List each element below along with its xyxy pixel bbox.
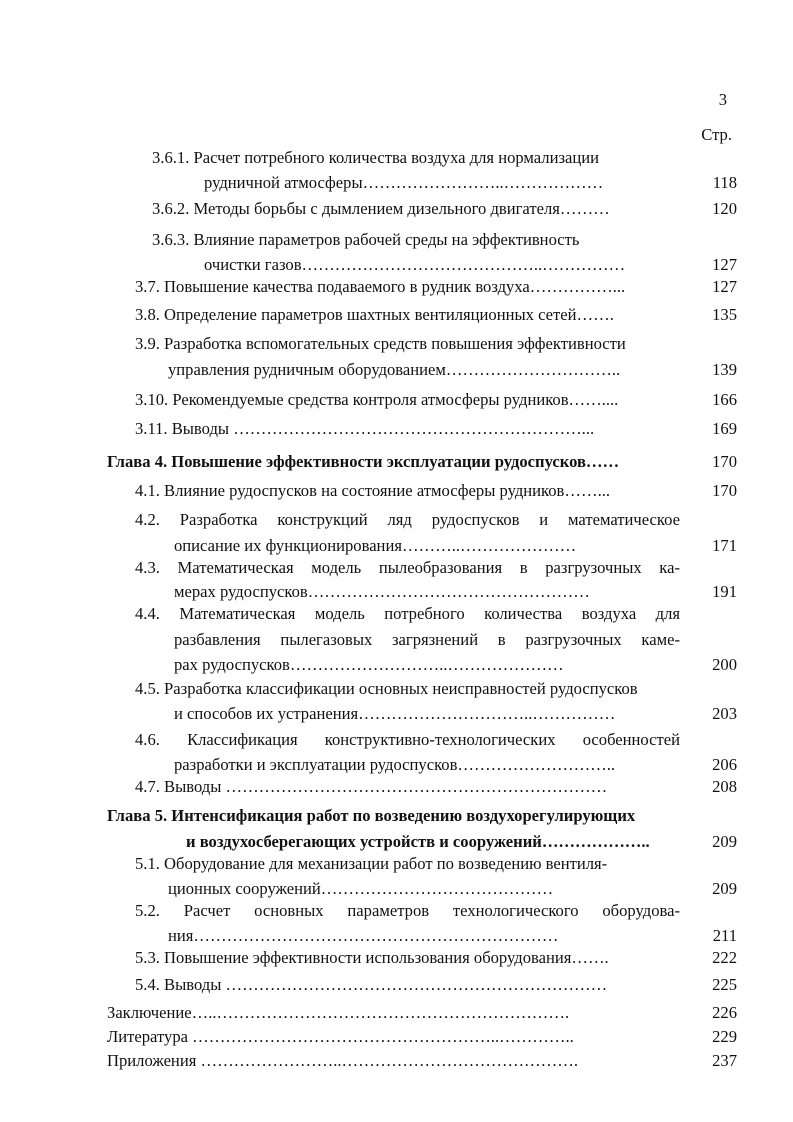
toc-page-number: 139 <box>712 360 737 379</box>
toc-entry-line: управления рудничным оборудованием………………………….. <box>168 360 621 379</box>
toc-entry-line: и способов их устранения…………………………..…………… <box>174 704 616 723</box>
toc-entry-line: 4.6. Классификация конструктивно-технологических особенностей <box>135 730 680 749</box>
toc-page-number: 118 <box>712 173 737 192</box>
toc-page-number: 191 <box>712 582 737 601</box>
toc-page-number: 169 <box>712 419 737 438</box>
toc-entry-line: 5.4. Выводы …………………………………………………………… <box>135 975 608 994</box>
toc-entry-line: 3.10. Рекомендуемые средства контроля атмосферы рудников…….... <box>135 390 619 409</box>
toc-entry-line: Приложения ……………………..……………………………………. <box>107 1051 578 1070</box>
toc-page-number: 211 <box>712 926 737 945</box>
toc-entry-line: рудничной атмосферы……………………..……………… <box>204 173 604 192</box>
toc-page-number: 170 <box>712 481 737 500</box>
toc-entry-line: 3.7. Повышение качества подаваемого в рудник воздуха……………... <box>135 277 626 296</box>
toc-entry-line: 4.4. Математическая модель потребного количества воздуха для <box>135 604 680 623</box>
toc-page-number: 229 <box>712 1027 737 1046</box>
toc-page-number: 200 <box>712 655 737 674</box>
toc-page-number: 237 <box>712 1051 737 1070</box>
toc-page-number: 208 <box>712 777 737 796</box>
toc-page-number: 171 <box>712 536 737 555</box>
toc-entry-line: Литература ………………………………………………..………….. <box>107 1027 574 1046</box>
toc-entry-line: ния………………………………………………………… <box>168 926 559 945</box>
toc-chapter-heading: Глава 4. Повышение эффективности эксплуатации рудоспусков…… <box>107 452 620 471</box>
toc-entry-line: 3.8. Определение параметров шахтных вентиляционных сетей……. <box>135 305 614 324</box>
toc-page-number: 225 <box>712 975 737 994</box>
toc-entry-line: 4.1. Влияние рудоспусков на состояние атмосферы рудников……... <box>135 481 611 500</box>
page-column-header: Стр. <box>701 125 732 144</box>
toc-page-number: 170 <box>712 452 737 471</box>
toc-entry-line: Заключение…..………………………………………………………. <box>107 1003 570 1022</box>
toc-entry-line: разбавления пылегазовых загрязнений в разгрузочных каме- <box>174 630 680 649</box>
toc-page-number: 226 <box>712 1003 737 1022</box>
toc-page-number: 166 <box>712 390 737 409</box>
toc-entry-line: 3.9. Разработка вспомогательных средств повышения эффективности <box>135 334 626 353</box>
toc-page-number: 120 <box>712 199 737 218</box>
toc-entry-line: 5.1. Оборудование для механизации работ по возведению вентиля- <box>135 854 608 873</box>
toc-entry-line: 3.6.3. Влияние параметров рабочей среды на эффективность <box>152 230 580 249</box>
toc-entry-line: очистки газов……………………………………..…………… <box>204 255 626 274</box>
toc-entry-line: 4.3. Математическая модель пылеобразования в разгрузочных ка- <box>135 558 680 577</box>
toc-entry-line: мерах рудоспусков…………………………………………… <box>174 582 590 601</box>
toc-entry-line: 4.5. Разработка классификации основных неисправностей рудоспусков <box>135 679 638 698</box>
toc-page-number: 203 <box>712 704 737 723</box>
toc-chapter-heading: и воздухосберегающих устройств и сооружений……………….. <box>186 832 650 851</box>
toc-page-number: 206 <box>712 755 737 774</box>
toc-entry-line: 4.7. Выводы …………………………………………………………… <box>135 777 608 796</box>
toc-entry-line: 3.11. Выводы ………………………………………………………... <box>135 419 595 438</box>
toc-entry-line: 3.6.1. Расчет потребного количества воздуха для нормализации <box>152 148 600 167</box>
toc-entry-line: 3.6.2. Методы борьбы с дымлением дизельного двигателя……… <box>152 199 610 218</box>
toc-entry-line: 5.3. Повышение эффективности использования оборудования……. <box>135 948 609 967</box>
toc-page-number: 135 <box>712 305 737 324</box>
toc-entry-line: разработки и эксплуатации рудоспусков……………………….. <box>174 755 616 774</box>
toc-chapter-heading: Глава 5. Интенсификация работ по возведению воздухорегулирующих <box>107 806 636 825</box>
toc-page-number: 127 <box>712 255 737 274</box>
toc-page-number: 209 <box>712 879 737 898</box>
page-number: 3 <box>718 90 727 109</box>
toc-page-number: 209 <box>712 832 737 851</box>
toc-entry-line: 5.2. Расчет основных параметров технологического оборудова- <box>135 901 680 920</box>
toc-page-number: 127 <box>712 277 737 296</box>
toc-page-number: 222 <box>712 948 737 967</box>
toc-entry-line: рах рудоспусков………………………..………………… <box>174 655 564 674</box>
toc-entry-line: ционных сооружений…………………………………… <box>168 879 554 898</box>
toc-entry-line: 4.2. Разработка конструкций ляд рудоспусков и математическое <box>135 510 680 529</box>
toc-entry-line: описание их функционирования………..………………… <box>174 536 577 555</box>
